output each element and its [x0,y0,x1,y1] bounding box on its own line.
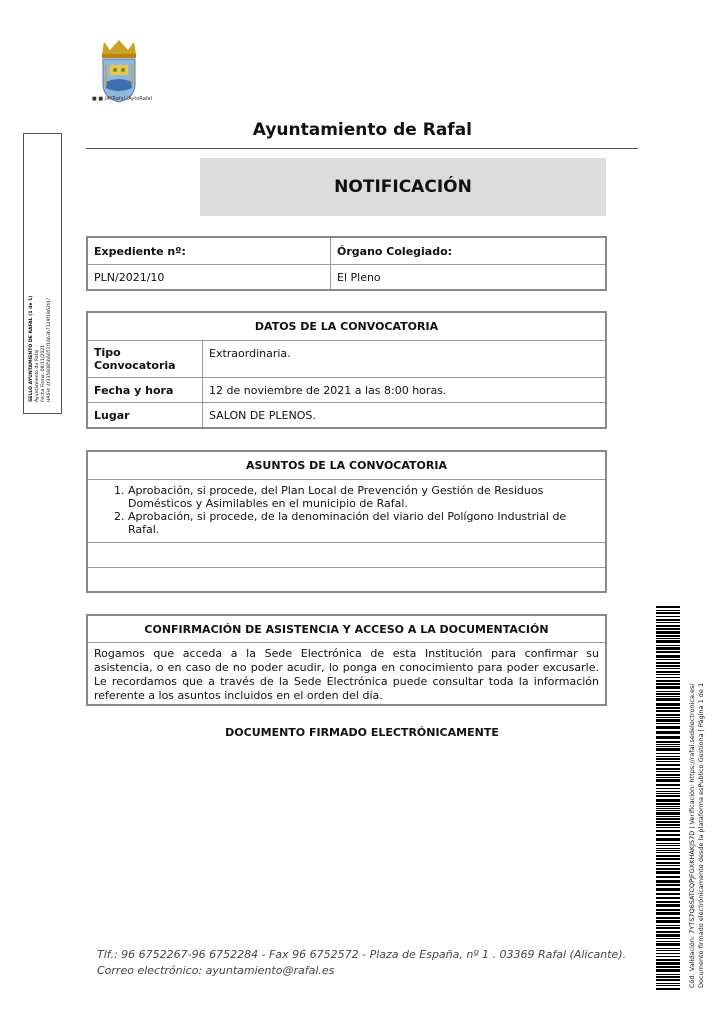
barcode-bar [656,696,680,697]
barcode-bar [656,925,680,926]
barcode-bar [656,969,680,972]
barcode-bar [656,680,680,682]
barcode-bar [656,838,680,841]
barcode-bar [656,610,680,611]
barcode-bar [656,865,680,866]
convocatoria-row-label: Tipo Convocatoria [94,346,176,372]
barcode-bar [656,791,680,792]
header-divider [86,148,638,149]
barcode-bar [656,920,680,923]
barcode-bar [656,830,680,832]
barcode-bar [656,616,680,617]
municipal-coat-of-arms-logo [94,38,144,104]
convocatoria-row-value: Extraordinaria. [209,347,291,360]
barcode-bar [656,761,680,762]
expediente-label: Expediente nº: [94,244,186,258]
barcode-bar [656,779,680,782]
barcode-bar [656,683,680,685]
organo-value: El Pleno [337,270,381,284]
barcode-bar [656,768,680,770]
barcode-bar [656,827,680,828]
barcode-bar [656,884,680,886]
barcode-bar [656,868,680,870]
logo-caption: ■ ■ /AYRafal /AytoRafal [92,96,153,102]
barcode-bar [656,665,680,667]
barcode-bar [656,812,680,815]
seal-line: HASH: 4f3358085b6051f16b3b7129f1862fd7 [47,297,52,402]
list-item: 2. Aprobación, si procede, de la denominación del viario del Polígono Industrial de Rafal. [128,510,593,536]
barcode-bar [656,979,680,981]
barcode-bar [656,707,680,709]
barcode-bar [656,953,680,954]
convocatoria-row-value: 12 de noviembre de 2021 a las 8:00 horas. [209,383,447,397]
expediente-table [86,236,607,291]
barcode-bar [656,834,680,836]
barcode-bar [656,793,680,794]
barcode-bar [656,880,680,883]
barcode-bar [656,612,680,614]
barcode-bar [656,983,680,984]
barcode-bar [656,909,680,911]
seal-text [29,142,53,402]
barcode-bar [656,824,680,826]
barcode-bar [656,677,680,678]
barcode-bar [656,777,680,778]
convocatoria-table [86,311,607,429]
page-title: Ayuntamiento de Rafal [252,120,472,140]
barcode-bar [656,655,680,658]
confirmacion-heading: CONFIRMACIÓN DE ASISTENCIA Y ACCESO A LA DOCUMENTACIÓN [144,622,549,636]
barcode-bar [656,647,680,650]
barcode-bar [656,710,680,712]
barcode-bar [656,674,680,675]
barcode-bar [656,917,680,919]
barcode-bar [656,671,680,673]
barcode-bar [656,858,680,860]
barcode-bar [656,871,680,874]
barcode-bar [656,950,680,951]
barcode-bar [656,966,680,968]
barcode-bar [656,943,680,946]
barcode-bar [656,744,680,745]
barcode-bar [656,717,680,718]
barcode-bar [656,628,680,630]
signed-notice: DOCUMENTO FIRMADO ELECTRÓNICAMENTE [225,726,499,739]
seal-line: Fecha Firma: 08/11/2021 [41,344,46,402]
barcode-bar [656,927,680,929]
barcode-bar [656,645,680,646]
footer [97,947,626,979]
barcode-bar [656,606,680,608]
barcode-bar [656,816,680,817]
barcode-bar [656,962,680,965]
confirmacion-table [86,614,607,706]
barcode [656,606,680,992]
barcode-bar [656,904,680,907]
convocatoria-heading: DATOS DE LA CONVOCATORIA [254,320,439,333]
barcode-bar [656,640,680,643]
expediente-value: PLN/2021/10 [94,270,165,284]
barcode-bar [656,806,680,807]
barcode-bar [656,686,680,689]
barcode-bar [656,622,680,623]
barcode-bar [656,788,680,789]
barcode-bar [656,691,680,692]
barcode-bar [656,948,680,949]
barcode-bar [656,956,680,957]
footer-email: Correo electrónico: ayuntamiento@rafal.es [97,964,335,977]
seal-line: SELLO AYUNTAMIENTO DE RAFAL (1 de 1) [29,295,34,402]
barcode-bar [656,625,680,627]
convocatoria-row-label: Fecha y hora [94,383,174,397]
barcode-bar [656,852,680,853]
list-item: 1. Aprobación, si procede, del Plan Local de Prevención y Gestión de Residuos Domésticos y Asimilables en el municipio de Rafal. [128,484,593,510]
barcode-bar [656,901,680,903]
barcode-bar [656,764,680,766]
barcode-bar [656,912,680,915]
barcode-bar [656,714,680,716]
barcode-bar [656,748,680,751]
barcode-bar [656,719,680,722]
barcode-bar [656,959,680,961]
confirmacion-text: Rogamos que acceda a la Sede Electrónica de esta Institución para confirmar su asistencia, o en caso de no poder acudir, lo ponga en conocimiento para poder excusarle. Le recordamos que a través de la Sede Electrónica puede consultar toda la información referente a los asuntos incluidos en el orden del día. [94,647,599,702]
barcode-bar [656,651,680,653]
barcode-bar [656,753,680,754]
barcode-bar [656,848,680,849]
barcode-bar [656,771,680,772]
barcode-bar [656,731,680,734]
barcode-bar [656,897,680,899]
barcode-bar [656,635,680,637]
barcode-bar [656,862,680,864]
barcode-bar [656,810,680,811]
barcode-bar [656,638,680,639]
barcode-bar [656,803,680,805]
barcode-bar [656,698,680,701]
barcode-bar [656,888,680,891]
barcode-bar [656,855,680,857]
barcode-bar [656,938,680,939]
barcode-bar [656,985,680,986]
asuntos-heading: ASUNTOS DE LA CONVOCATORIA [246,459,447,472]
barcode-bar [656,808,680,809]
barcode-bar [656,799,680,802]
asuntos-table [86,450,607,593]
barcode-bar [656,843,680,844]
seal-line: Ayuntamiento de Rafal [35,349,40,402]
barcode-bar [656,703,680,706]
barcode-bar [656,988,680,990]
barcode-bar [656,818,680,820]
organo-label: Órgano Colegiado: [337,244,453,258]
barcode-bar [656,741,680,743]
barcode-bar [656,774,680,777]
barcode-bar [656,850,680,851]
barcode-bar [656,941,680,942]
barcode-bar [656,756,680,757]
document-type-banner: NOTIFICACIÓN [200,158,606,216]
verification-code: Cód. Validación: 7YTS7Q6SATCQPJFGXKHAKJS7D | Verificación: https://rafal.sedelectronica.es/ [688,683,696,988]
barcode-bar [656,876,680,878]
verification-text [688,608,706,988]
verification-platform: Documento firmado electrónicamente desde la plataforma esPublico Gestiona | Página 1 de 1 [697,682,705,988]
barcode-bar [656,974,680,975]
barcode-bar [656,631,680,634]
convocatoria-row-value: SALON DE PLENOS. [209,408,316,422]
barcode-bar [656,736,680,739]
barcode-bar [656,795,680,797]
convocatoria-row-label: Lugar [94,408,130,422]
barcode-bar [656,726,680,729]
barcode-bar [656,662,680,664]
barcode-bar [656,934,680,937]
barcode-bar [656,758,680,760]
barcode-bar [656,784,680,786]
barcode-bar [656,845,680,846]
barcode-bar [656,893,680,895]
footer-address: Tlf.: 96 6752267-96 6752284 - Fax 96 6752572 - Plaza de España, nº 1 . 03369 Rafal (Alicante). [97,948,627,961]
barcode-bar [656,619,680,621]
barcode-bar [656,693,680,695]
barcode-bar [656,659,680,660]
barcode-bar [656,976,680,978]
barcode-bar [656,746,680,747]
barcode-bar [656,668,680,669]
barcode-bar [656,821,680,823]
barcode-bar [656,723,680,724]
barcode-bar [656,931,680,933]
asuntos-list [88,484,593,536]
